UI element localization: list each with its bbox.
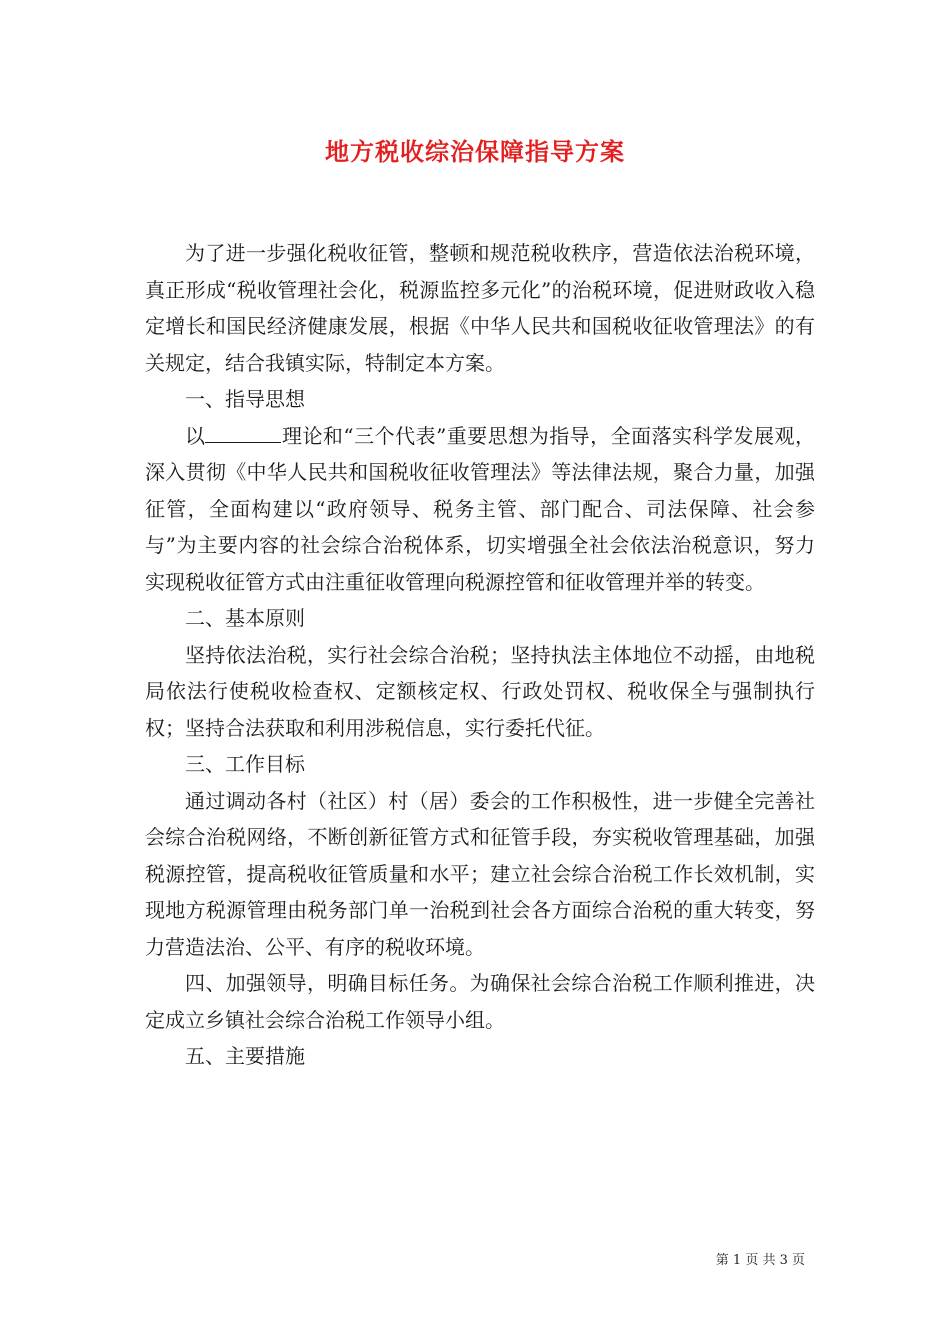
section-heading-main-measures: 五、主要措施 <box>185 1044 305 1068</box>
leadership-paragraph: 四、加强领导，明确目标任务。为确保社会综合治税工作顺利推进，决定成立乡镇社会综合治税工作领导小组。 <box>145 971 815 1032</box>
section-heading-work-goals: 三、工作目标 <box>185 752 305 776</box>
section-heading-basic-principles: 二、基本原则 <box>185 606 305 630</box>
section-heading-guiding-ideology: 一、指导思想 <box>185 387 305 411</box>
work-goals-paragraph: 通过调动各村（社区）村（居）委会的工作积极性，进一步健全完善社会综合治税网络，不断创新征管方式和征管手段，夯实税收管理基础，加强税源控管，提高税收征管质量和水平；建立社会综合治税工作长效机制，实现地方税源管理由税务部门单一治税到社会各方面综合治税的重大转变，努力营造法治、公平、有序的税收环境。 <box>145 788 815 959</box>
guiding-ideology-paragraph <box>145 418 815 601</box>
basic-principles-paragraph: 坚持依法治税，实行社会综合治税；坚持执法主体地位不动摇，由地税局依法行使税收检查权、定额核定权、行政处罚权、税收保全与强制执行权；坚持合法获取和利用涉税信息，实行委托代征。 <box>145 642 815 740</box>
intro-paragraph: 为了进一步强化税收征管，整顿和规范税收秩序，营造依法治税环境，真正形成“税收管理社会化，税源监控多元化”的治税环境，促进财政收入稳定增长和国民经济健康发展，根据《中华人民共和国税收征收管理法》的有关规定，结合我镇实际，特制定本方案。 <box>145 241 815 375</box>
blank-underline <box>205 422 281 443</box>
document-body <box>145 235 815 1075</box>
document-title: 地方税收综治保障指导方案 <box>325 137 625 166</box>
guiding-ideology-prefix: 以 <box>185 423 206 448</box>
guiding-ideology-text: 理论和“三个代表”重要思想为指导，全面落实科学发展观，深入贯彻《中华人民共和国税收征收管理法》等法律法规，聚合力量，加强征管，全面构建以“政府领导、税务主管、部门配合、司法保障、社会参与”为主要内容的社会综合治税体系，切实增强全社会依法治税意识，努力实现税收征管方式由注重征收管理向税源控管和征收管理并举的转变。 <box>145 423 815 594</box>
page-number: 第 1 页 共 3 页 <box>715 1253 805 1268</box>
